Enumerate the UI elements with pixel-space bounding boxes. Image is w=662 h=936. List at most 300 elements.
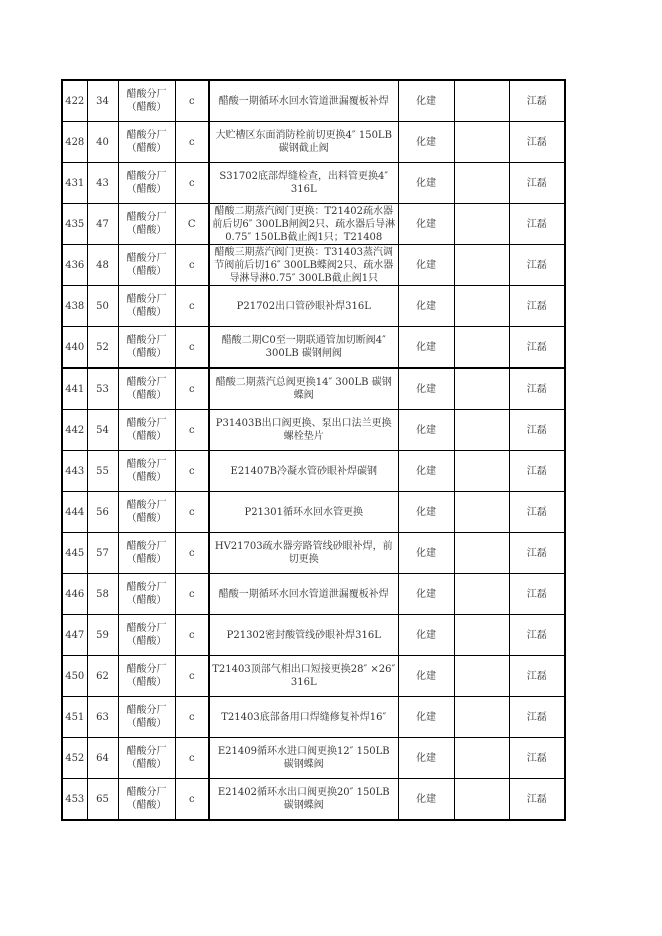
cell-description[interactable] bbox=[209, 779, 398, 821]
cell-person[interactable] bbox=[509, 574, 565, 615]
cell-department[interactable] bbox=[398, 245, 454, 286]
cell-text-desc: 醋酸一期循环水回水管道泄漏覆板补焊 bbox=[218, 95, 389, 107]
cell-grade[interactable] bbox=[175, 492, 209, 533]
cell-text-desc: P31403B出口阀更换、泵出口法兰更换螺栓垫片 bbox=[215, 418, 392, 442]
cell-seq[interactable] bbox=[87, 615, 118, 656]
cell-department[interactable] bbox=[398, 574, 454, 615]
cell-department[interactable] bbox=[398, 163, 454, 204]
table-row bbox=[62, 615, 565, 656]
cell-text-seq: 40 bbox=[96, 136, 109, 148]
cell-text-unit-line1: 醋酸分厂 bbox=[126, 705, 167, 716]
table-row bbox=[62, 451, 565, 492]
table-row bbox=[62, 492, 565, 533]
cell-person[interactable] bbox=[509, 779, 565, 821]
cell-text-id: 452 bbox=[65, 752, 85, 764]
cell-text-desc: 醋酸一期循环水回水管道泄漏覆板补焊 bbox=[218, 588, 389, 600]
cell-unit[interactable] bbox=[118, 574, 175, 615]
cell-text-grade: c bbox=[188, 259, 195, 271]
cell-description[interactable] bbox=[209, 286, 398, 327]
cell-empty[interactable] bbox=[454, 245, 509, 286]
cell-text-unit-line2: （醋酸） bbox=[126, 472, 167, 483]
cell-empty[interactable] bbox=[454, 574, 509, 615]
cell-text-dept: 化建 bbox=[416, 424, 436, 436]
cell-text-person: 江磊 bbox=[526, 793, 547, 805]
cell-seq[interactable] bbox=[87, 697, 118, 738]
cell-person[interactable] bbox=[509, 286, 565, 327]
cell-description[interactable] bbox=[209, 533, 398, 574]
cell-text-id: 428 bbox=[65, 136, 85, 148]
cell-department[interactable] bbox=[398, 533, 454, 574]
cell-text-unit-line2: （醋酸） bbox=[126, 390, 167, 401]
cell-text-unit-line1: 醋酸分厂 bbox=[126, 500, 167, 511]
spreadsheet-page bbox=[61, 79, 566, 821]
cell-text-seq: 50 bbox=[96, 300, 109, 312]
cell-unit[interactable] bbox=[118, 697, 175, 738]
cell-text-seq: 34 bbox=[96, 95, 109, 107]
cell-seq[interactable] bbox=[87, 163, 118, 204]
cell-text-desc: HV21703疏水器旁路管线砂眼补焊，前切更换 bbox=[214, 541, 393, 565]
cell-text-unit-line2: （醋酸） bbox=[126, 307, 167, 318]
cell-text-unit-line1: 醋酸分厂 bbox=[126, 294, 167, 305]
cell-text-seq: 62 bbox=[96, 670, 109, 682]
cell-text-grade: c bbox=[188, 300, 195, 312]
table-row bbox=[62, 368, 565, 410]
cell-grade[interactable] bbox=[175, 697, 209, 738]
table-row bbox=[62, 163, 565, 204]
cell-text-seq: 56 bbox=[96, 506, 109, 518]
cell-text-seq: 59 bbox=[96, 629, 109, 641]
cell-text-seq: 52 bbox=[96, 341, 109, 353]
cell-unit[interactable] bbox=[118, 492, 175, 533]
cell-department[interactable] bbox=[398, 80, 454, 122]
cell-seq[interactable] bbox=[87, 574, 118, 615]
cell-text-desc: T21403顶部气相出口短接更换28″ ×26″ 316L bbox=[212, 664, 396, 688]
cell-text-unit-line2: （醋酸） bbox=[126, 513, 167, 524]
cell-unit[interactable] bbox=[118, 410, 175, 451]
cell-unit[interactable] bbox=[118, 779, 175, 821]
cell-text-unit-line2: （醋酸） bbox=[126, 554, 167, 565]
cell-text-desc: 醋酸二期C0至一期联通管加切断阀4″ 300LB 碳钢闸阀 bbox=[221, 335, 386, 359]
cell-grade[interactable] bbox=[175, 656, 209, 697]
cell-department[interactable] bbox=[398, 368, 454, 410]
cell-text-unit-line1: 醋酸分厂 bbox=[126, 746, 167, 757]
cell-id[interactable] bbox=[62, 738, 87, 779]
cell-text-unit-line2: （醋酸） bbox=[126, 759, 167, 770]
table-row bbox=[62, 738, 565, 779]
cell-text-id: 445 bbox=[65, 547, 85, 559]
cell-text-unit-line2: （醋酸） bbox=[126, 431, 167, 442]
cell-empty[interactable] bbox=[454, 779, 509, 821]
cell-department[interactable] bbox=[398, 451, 454, 492]
cell-text-id: 441 bbox=[65, 383, 85, 395]
cell-text-person: 江磊 bbox=[526, 177, 547, 189]
cell-description[interactable] bbox=[209, 615, 398, 656]
cell-text-person: 江磊 bbox=[526, 506, 547, 518]
cell-text-person: 江磊 bbox=[526, 383, 547, 395]
cell-empty[interactable] bbox=[454, 492, 509, 533]
cell-department[interactable] bbox=[398, 738, 454, 779]
cell-grade[interactable] bbox=[175, 410, 209, 451]
cell-text-id: 442 bbox=[65, 424, 85, 436]
cell-text-unit-line2: （醋酸） bbox=[126, 102, 167, 113]
table-row bbox=[62, 122, 565, 163]
cell-description[interactable] bbox=[209, 451, 398, 492]
cell-text-desc: 醋酸二期蒸汽阀门更换：T21402疏水器前后切6″ 300LB闸阀2只、疏水器后导淋0.75″ 150LB截止阀1只；T21408 bbox=[212, 205, 396, 243]
cell-id[interactable] bbox=[62, 327, 87, 369]
cell-text-desc: P21302密封酸管线砂眼补焊316L bbox=[226, 629, 381, 641]
cell-empty[interactable] bbox=[454, 327, 509, 369]
cell-person[interactable] bbox=[509, 492, 565, 533]
cell-text-unit-line2: （醋酸） bbox=[126, 636, 167, 647]
cell-text-unit-line1: 醋酸分厂 bbox=[126, 582, 167, 593]
cell-text-dept: 化建 bbox=[416, 259, 436, 271]
cell-seq[interactable] bbox=[87, 492, 118, 533]
table-row bbox=[62, 80, 565, 122]
cell-text-desc: 大贮槽区东面消防栓前切更换4″ 150LB 碳钢截止阀 bbox=[215, 130, 392, 154]
cell-text-grade: c bbox=[188, 588, 195, 600]
cell-id[interactable] bbox=[62, 533, 87, 574]
cell-seq[interactable] bbox=[87, 80, 118, 122]
cell-text-grade: c bbox=[188, 465, 195, 477]
cell-description[interactable] bbox=[209, 738, 398, 779]
cell-text-seq: 53 bbox=[96, 383, 109, 395]
cell-empty[interactable] bbox=[454, 122, 509, 163]
cell-grade[interactable] bbox=[175, 286, 209, 327]
cell-text-seq: 57 bbox=[96, 547, 109, 559]
cell-grade[interactable] bbox=[175, 163, 209, 204]
cell-text-unit-line1: 醋酸分厂 bbox=[126, 377, 167, 388]
cell-department[interactable] bbox=[398, 492, 454, 533]
cell-seq[interactable] bbox=[87, 779, 118, 821]
cell-text-desc: 醋酸二期蒸汽总阀更换14″ 300LB 碳钢蝶阀 bbox=[215, 377, 392, 401]
cell-seq[interactable] bbox=[87, 204, 118, 245]
cell-text-unit-line1: 醋酸分厂 bbox=[126, 171, 167, 182]
cell-department[interactable] bbox=[398, 779, 454, 821]
cell-text-grade: c bbox=[188, 629, 195, 641]
cell-seq[interactable] bbox=[87, 327, 118, 369]
cell-person[interactable] bbox=[509, 204, 565, 245]
cell-id[interactable] bbox=[62, 204, 87, 245]
cell-text-dept: 化建 bbox=[416, 711, 436, 723]
cell-text-unit-line2: （醋酸） bbox=[126, 143, 167, 154]
cell-description[interactable] bbox=[209, 245, 398, 286]
table-row bbox=[62, 779, 565, 821]
cell-id[interactable] bbox=[62, 656, 87, 697]
cell-unit[interactable] bbox=[118, 738, 175, 779]
cell-text-person: 江磊 bbox=[526, 465, 547, 477]
cell-text-unit-line1: 醋酸分厂 bbox=[126, 130, 167, 141]
cell-grade[interactable] bbox=[175, 204, 209, 245]
cell-text-grade: c bbox=[188, 547, 195, 559]
cell-text-desc: T21403底部备用口焊缝修复补焊16″ bbox=[221, 711, 387, 723]
cell-id[interactable] bbox=[62, 779, 87, 821]
cell-text-unit-line1: 醋酸分厂 bbox=[126, 418, 167, 429]
cell-text-person: 江磊 bbox=[526, 711, 547, 723]
cell-text-unit-line1: 醋酸分厂 bbox=[126, 253, 167, 264]
cell-text-grade: c bbox=[188, 95, 195, 107]
cell-unit[interactable] bbox=[118, 451, 175, 492]
cell-description[interactable] bbox=[209, 574, 398, 615]
cell-text-dept: 化建 bbox=[416, 465, 436, 477]
cell-grade[interactable] bbox=[175, 122, 209, 163]
cell-text-id: 435 bbox=[65, 218, 85, 230]
cell-unit[interactable] bbox=[118, 204, 175, 245]
cell-department[interactable] bbox=[398, 410, 454, 451]
cell-unit[interactable] bbox=[118, 615, 175, 656]
cell-grade[interactable] bbox=[175, 327, 209, 369]
cell-unit[interactable] bbox=[118, 80, 175, 122]
cell-text-dept: 化建 bbox=[416, 629, 436, 641]
cell-text-unit-line2: （醋酸） bbox=[126, 266, 167, 277]
table-row bbox=[62, 286, 565, 327]
cell-description[interactable] bbox=[209, 163, 398, 204]
cell-empty[interactable] bbox=[454, 410, 509, 451]
cell-description[interactable] bbox=[209, 492, 398, 533]
cell-department[interactable] bbox=[398, 204, 454, 245]
cell-unit[interactable] bbox=[118, 656, 175, 697]
table-row bbox=[62, 204, 565, 245]
cell-empty[interactable] bbox=[454, 204, 509, 245]
cell-text-seq: 54 bbox=[96, 424, 109, 436]
work-order-table bbox=[61, 79, 566, 821]
cell-text-person: 江磊 bbox=[526, 259, 547, 271]
table-row bbox=[62, 697, 565, 738]
cell-seq[interactable] bbox=[87, 286, 118, 327]
cell-text-dept: 化建 bbox=[416, 300, 436, 312]
cell-text-unit-line1: 醋酸分厂 bbox=[126, 664, 167, 675]
cell-grade[interactable] bbox=[175, 245, 209, 286]
cell-text-person: 江磊 bbox=[526, 341, 547, 353]
cell-text-dept: 化建 bbox=[416, 670, 436, 682]
cell-grade[interactable] bbox=[175, 574, 209, 615]
cell-text-grade: c bbox=[188, 670, 195, 682]
cell-description[interactable] bbox=[209, 122, 398, 163]
cell-empty[interactable] bbox=[454, 286, 509, 327]
cell-text-grade: C bbox=[187, 218, 196, 230]
table-row bbox=[62, 574, 565, 615]
cell-person[interactable] bbox=[509, 327, 565, 369]
cell-unit[interactable] bbox=[118, 286, 175, 327]
cell-empty[interactable] bbox=[454, 451, 509, 492]
cell-text-unit-line1: 醋酸分厂 bbox=[126, 541, 167, 552]
cell-text-id: 450 bbox=[65, 670, 85, 682]
cell-id[interactable] bbox=[62, 451, 87, 492]
cell-text-dept: 化建 bbox=[416, 793, 436, 805]
cell-text-seq: 65 bbox=[96, 793, 109, 805]
cell-person[interactable] bbox=[509, 245, 565, 286]
cell-seq[interactable] bbox=[87, 533, 118, 574]
cell-unit[interactable] bbox=[118, 163, 175, 204]
cell-seq[interactable] bbox=[87, 451, 118, 492]
cell-text-seq: 58 bbox=[96, 588, 109, 600]
cell-department[interactable] bbox=[398, 697, 454, 738]
cell-text-person: 江磊 bbox=[526, 547, 547, 559]
cell-person[interactable] bbox=[509, 738, 565, 779]
cell-text-id: 451 bbox=[65, 711, 85, 723]
cell-text-desc: P21702出口管砂眼补焊316L bbox=[236, 300, 371, 312]
cell-text-unit-line2: （醋酸） bbox=[126, 348, 167, 359]
cell-text-unit-line2: （醋酸） bbox=[126, 677, 167, 688]
cell-description[interactable] bbox=[209, 80, 398, 122]
cell-text-unit-line2: （醋酸） bbox=[126, 718, 167, 729]
cell-text-id: 453 bbox=[65, 793, 85, 805]
cell-unit[interactable] bbox=[118, 122, 175, 163]
cell-text-seq: 55 bbox=[96, 465, 109, 477]
cell-text-unit-line1: 醋酸分厂 bbox=[126, 212, 167, 223]
cell-department[interactable] bbox=[398, 656, 454, 697]
cell-empty[interactable] bbox=[454, 656, 509, 697]
cell-id[interactable] bbox=[62, 492, 87, 533]
cell-empty[interactable] bbox=[454, 80, 509, 122]
cell-description[interactable] bbox=[209, 410, 398, 451]
cell-id[interactable] bbox=[62, 122, 87, 163]
cell-text-unit-line1: 醋酸分厂 bbox=[126, 459, 167, 470]
cell-department[interactable] bbox=[398, 286, 454, 327]
cell-person[interactable] bbox=[509, 697, 565, 738]
cell-id[interactable] bbox=[62, 245, 87, 286]
cell-text-grade: c bbox=[188, 711, 195, 723]
cell-person[interactable] bbox=[509, 80, 565, 122]
cell-empty[interactable] bbox=[454, 738, 509, 779]
cell-grade[interactable] bbox=[175, 738, 209, 779]
cell-text-grade: c bbox=[188, 752, 195, 764]
cell-grade[interactable] bbox=[175, 779, 209, 821]
cell-text-desc: E21409循环水进口阀更换12″ 150LB 碳钢蝶阀 bbox=[217, 746, 390, 770]
cell-text-grade: c bbox=[188, 341, 195, 353]
cell-unit[interactable] bbox=[118, 533, 175, 574]
cell-text-person: 江磊 bbox=[526, 300, 547, 312]
cell-id[interactable] bbox=[62, 286, 87, 327]
cell-text-id: 440 bbox=[65, 341, 85, 353]
cell-text-id: 431 bbox=[65, 177, 85, 189]
cell-description[interactable] bbox=[209, 697, 398, 738]
cell-unit[interactable] bbox=[118, 368, 175, 410]
table-row bbox=[62, 656, 565, 697]
cell-text-person: 江磊 bbox=[526, 424, 547, 436]
cell-seq[interactable] bbox=[87, 368, 118, 410]
cell-unit[interactable] bbox=[118, 245, 175, 286]
cell-text-grade: c bbox=[188, 506, 195, 518]
cell-id[interactable] bbox=[62, 410, 87, 451]
cell-empty[interactable] bbox=[454, 163, 509, 204]
cell-text-grade: c bbox=[188, 793, 195, 805]
cell-description[interactable] bbox=[209, 204, 398, 245]
cell-text-desc: E21402循环水出口阀更换20″ 150LB 碳钢蝶阀 bbox=[217, 787, 390, 811]
cell-text-dept: 化建 bbox=[416, 95, 436, 107]
cell-text-unit-line2: （醋酸） bbox=[126, 595, 167, 606]
cell-text-dept: 化建 bbox=[416, 177, 436, 189]
table-row bbox=[62, 410, 565, 451]
cell-text-grade: c bbox=[188, 177, 195, 189]
cell-text-desc: 醋酸三期蒸汽阀门更换：T31403蒸汽调节阀前后切16″ 300LB蝶阀2只、疏水器导淋导淋0.75″ 300LB截止阀1只 bbox=[214, 246, 394, 284]
cell-text-seq: 64 bbox=[96, 752, 109, 764]
cell-grade[interactable] bbox=[175, 80, 209, 122]
cell-id[interactable] bbox=[62, 615, 87, 656]
cell-text-id: 438 bbox=[65, 300, 85, 312]
cell-empty[interactable] bbox=[454, 697, 509, 738]
cell-text-person: 江磊 bbox=[526, 670, 547, 682]
cell-text-person: 江磊 bbox=[526, 752, 547, 764]
cell-text-id: 443 bbox=[65, 465, 85, 477]
cell-id[interactable] bbox=[62, 80, 87, 122]
cell-text-desc: S31702底部焊缝检查，出料管更换4″ 316L bbox=[219, 171, 389, 195]
cell-person[interactable] bbox=[509, 615, 565, 656]
cell-text-person: 江磊 bbox=[526, 218, 547, 230]
cell-person[interactable] bbox=[509, 122, 565, 163]
cell-text-id: 447 bbox=[65, 629, 85, 641]
cell-text-person: 江磊 bbox=[526, 629, 547, 641]
cell-text-seq: 48 bbox=[96, 259, 109, 271]
cell-text-seq: 47 bbox=[96, 218, 109, 230]
cell-person[interactable] bbox=[509, 533, 565, 574]
cell-grade[interactable] bbox=[175, 533, 209, 574]
cell-text-grade: c bbox=[188, 383, 195, 395]
cell-empty[interactable] bbox=[454, 368, 509, 410]
cell-id[interactable] bbox=[62, 574, 87, 615]
cell-person[interactable] bbox=[509, 368, 565, 410]
cell-grade[interactable] bbox=[175, 368, 209, 410]
cell-seq[interactable] bbox=[87, 245, 118, 286]
cell-text-dept: 化建 bbox=[416, 506, 436, 518]
cell-seq[interactable] bbox=[87, 122, 118, 163]
cell-text-unit-line1: 醋酸分厂 bbox=[126, 787, 167, 798]
cell-text-dept: 化建 bbox=[416, 383, 436, 395]
cell-empty[interactable] bbox=[454, 533, 509, 574]
cell-text-grade: c bbox=[188, 136, 195, 148]
cell-empty[interactable] bbox=[454, 615, 509, 656]
cell-description[interactable] bbox=[209, 368, 398, 410]
cell-seq[interactable] bbox=[87, 410, 118, 451]
cell-description[interactable] bbox=[209, 656, 398, 697]
cell-text-unit-line2: （醋酸） bbox=[126, 184, 167, 195]
cell-text-seq: 43 bbox=[96, 177, 109, 189]
cell-text-unit-line2: （醋酸） bbox=[126, 800, 167, 811]
cell-text-dept: 化建 bbox=[416, 752, 436, 764]
cell-person[interactable] bbox=[509, 410, 565, 451]
cell-text-unit-line1: 醋酸分厂 bbox=[126, 89, 167, 100]
cell-text-id: 446 bbox=[65, 588, 85, 600]
cell-person[interactable] bbox=[509, 163, 565, 204]
cell-department[interactable] bbox=[398, 615, 454, 656]
table-row bbox=[62, 533, 565, 574]
cell-grade[interactable] bbox=[175, 451, 209, 492]
cell-person[interactable] bbox=[509, 451, 565, 492]
cell-department[interactable] bbox=[398, 327, 454, 369]
cell-text-seq: 63 bbox=[96, 711, 109, 723]
cell-text-dept: 化建 bbox=[416, 136, 436, 148]
cell-text-unit-line1: 醋酸分厂 bbox=[126, 623, 167, 634]
cell-seq[interactable] bbox=[87, 656, 118, 697]
cell-id[interactable] bbox=[62, 697, 87, 738]
cell-id[interactable] bbox=[62, 368, 87, 410]
cell-text-desc: P21301循环水回水管更换 bbox=[244, 506, 364, 518]
cell-person[interactable] bbox=[509, 656, 565, 697]
cell-text-unit-line2: （醋酸） bbox=[126, 225, 167, 236]
cell-seq[interactable] bbox=[87, 738, 118, 779]
cell-text-grade: c bbox=[188, 424, 195, 436]
cell-id[interactable] bbox=[62, 163, 87, 204]
cell-text-dept: 化建 bbox=[416, 588, 436, 600]
cell-text-id: 436 bbox=[65, 259, 85, 271]
cell-description[interactable] bbox=[209, 327, 398, 369]
cell-department[interactable] bbox=[398, 122, 454, 163]
cell-text-person: 江磊 bbox=[526, 95, 547, 107]
cell-text-desc: E21407B冷凝水管砂眼补焊碳钢 bbox=[230, 465, 377, 477]
table-row bbox=[62, 245, 565, 286]
cell-text-id: 422 bbox=[65, 95, 85, 107]
cell-unit[interactable] bbox=[118, 327, 175, 369]
cell-grade[interactable] bbox=[175, 615, 209, 656]
